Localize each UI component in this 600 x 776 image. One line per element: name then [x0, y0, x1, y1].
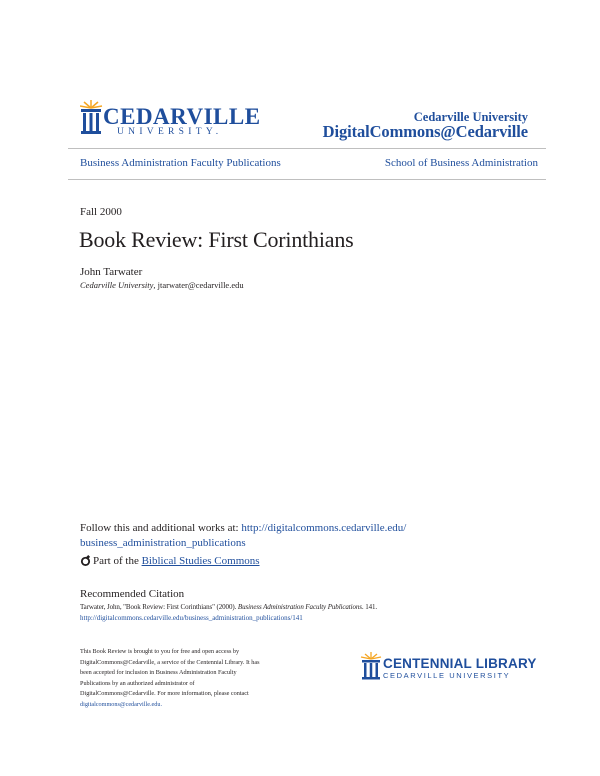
pillar-icon [81, 109, 101, 134]
library-wordmark: CENTENNIAL LIBRARY [383, 656, 537, 671]
author-name: John Tarwater [80, 266, 143, 278]
institution-name[interactable]: Cedarville University [413, 110, 528, 124]
citation-plain: Tarwater, John, "Book Review: First Corinthians" (2000). [80, 603, 238, 611]
notice-line: Publications by an authorized administrator of [80, 679, 195, 687]
affiliation-institution: Cedarville University [80, 280, 154, 290]
sun-rays-icon [361, 652, 381, 659]
collection-url-link-continued[interactable]: business_administration_publications [80, 537, 246, 549]
article-title: Book Review: First Corinthians [79, 227, 354, 252]
author-affiliation [80, 280, 244, 290]
library-subtitle: CEDARVILLE UNIVERSITY [383, 671, 511, 680]
citation-url-link[interactable]: http://digitalcommons.cedarville.edu/business_administration_publications/141 [80, 614, 303, 622]
repository-name[interactable]: DigitalCommons@Cedarville [322, 122, 528, 141]
notice-line: This Book Review is brought to you for free and open access by [80, 648, 240, 655]
notice-line: DigitalCommons@Cedarville, a service of the Centennial Library. It has [80, 658, 260, 666]
open-access-icon [80, 555, 91, 566]
citation-end: . 141. [361, 603, 378, 611]
logo-subtitle: UNIVERSITY. [117, 127, 223, 137]
department-link[interactable]: School of Business Administration [384, 157, 538, 169]
citation-text [80, 603, 377, 611]
contact-email-link[interactable]: digitalcommons@cedarville.edu. [80, 700, 162, 708]
affiliation-email: , jtarwater@cedarville.edu [153, 280, 244, 290]
centennial-library-logo [360, 652, 382, 682]
top-divider [68, 148, 546, 149]
citation-series: Business Administration Faculty Publications [237, 603, 362, 611]
biblical-studies-link[interactable]: Biblical Studies Commons [141, 555, 260, 567]
sun-rays-icon [80, 100, 102, 108]
part-of-prefix: Part of the [93, 555, 142, 567]
series-link[interactable]: Business Administration Faculty Publications [80, 157, 281, 169]
citation-heading: Recommended Citation [80, 588, 185, 600]
follow-line [80, 522, 406, 534]
follow-prefix: Follow this and additional works at: [80, 522, 242, 534]
notice-line: been accepted for inclusion in Business Administration Faculty [80, 669, 237, 677]
access-notice [80, 647, 290, 711]
part-of-line [80, 555, 260, 567]
logo-wordmark: CEDARVILLE [103, 104, 261, 129]
notice-line: DigitalCommons@Cedarville. For more information, please contact [80, 690, 249, 698]
collection-url-link[interactable]: http://digitalcommons.cedarville.edu/ [241, 522, 407, 534]
publication-date: Fall 2000 [80, 206, 122, 218]
bottom-divider [68, 179, 546, 180]
pillar-icon [362, 660, 380, 680]
